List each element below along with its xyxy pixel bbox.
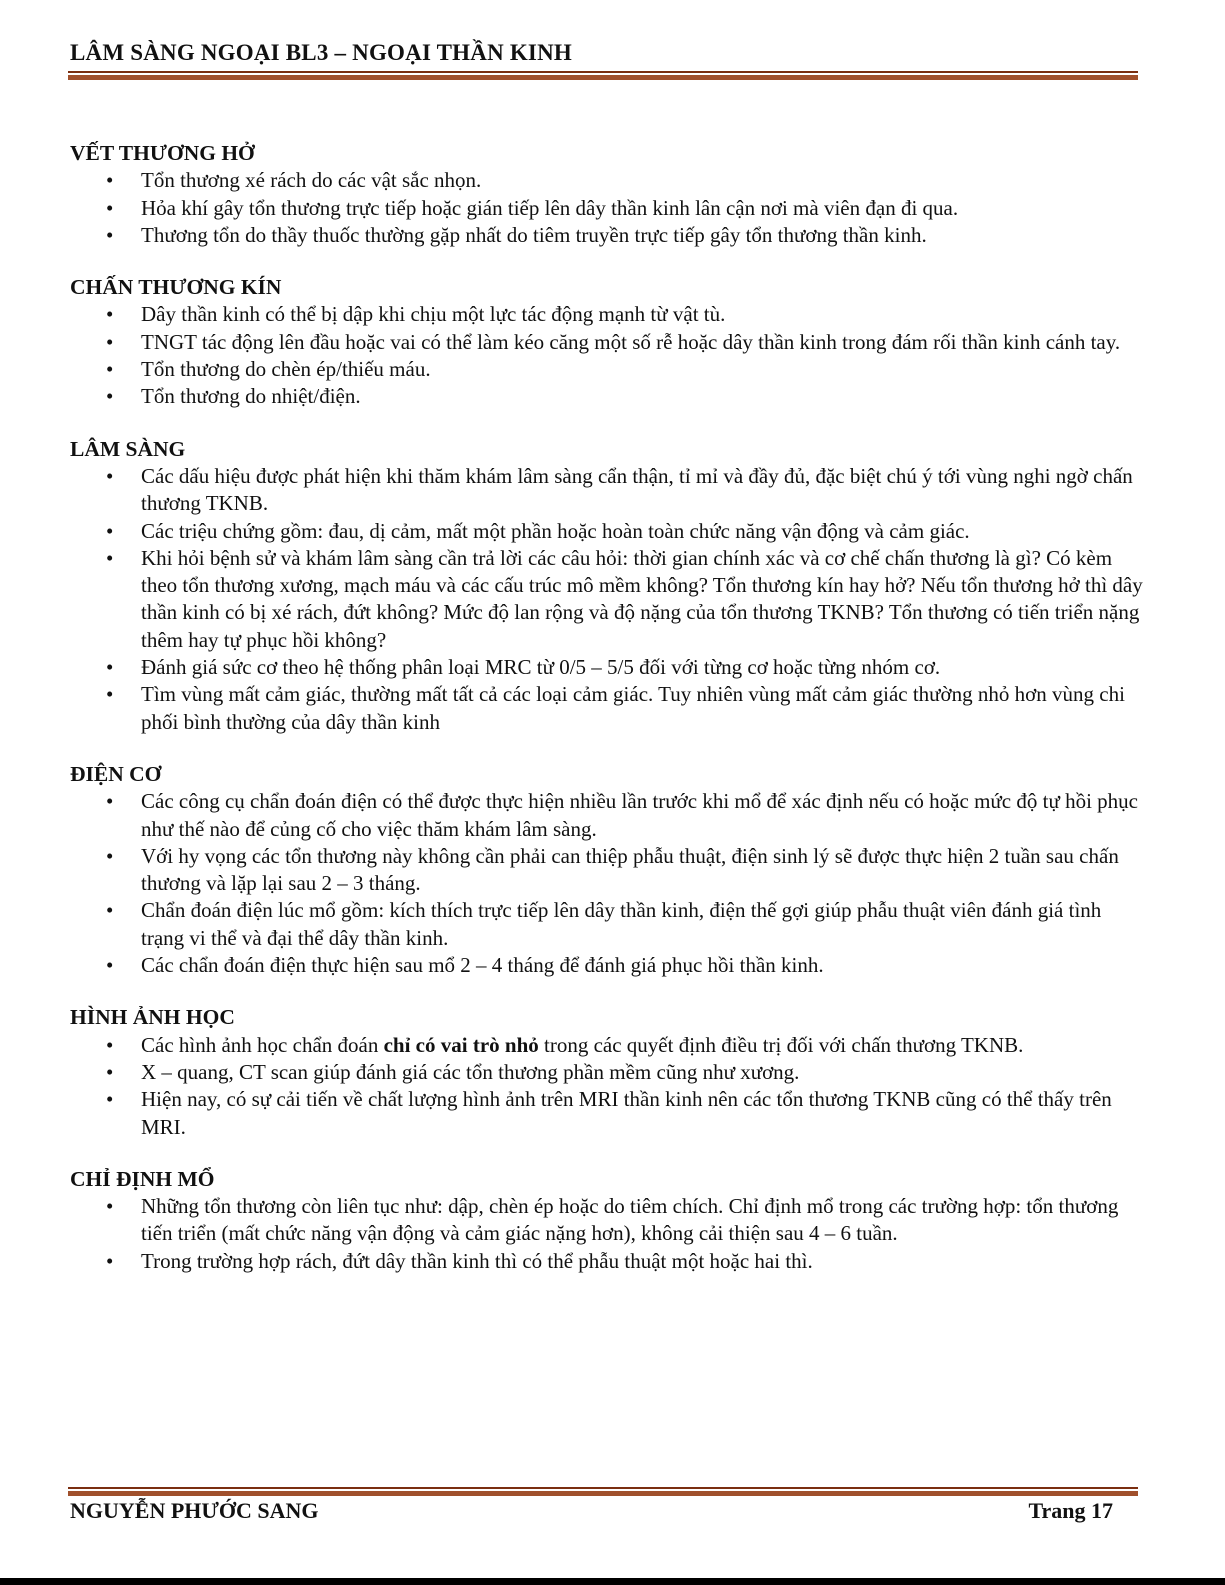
list-item: • Chẩn đoán điện lúc mổ gồm: kích thích trực tiếp lên dây thần kinh, điện thế gợi giúp phẫu thuật viên đánh giá tình trạng vi thể và đại thể dây thần kinh. — [70, 897, 1145, 952]
section-chi-dinh-mo — [70, 1166, 1145, 1275]
list-item: • Tổn thương xé rách do các vật sắc nhọn. — [70, 167, 1145, 194]
section-vet-thuong-ho — [70, 140, 1145, 249]
list-item: • Hiện nay, có sự cải tiến về chất lượng hình ảnh trên MRI thần kinh nên các tổn thương TKNB cũng có thể thấy trên MRI. — [70, 1086, 1145, 1141]
document-body — [70, 140, 1145, 1300]
header-divider — [68, 71, 1138, 80]
list-item: • Các công cụ chẩn đoán điện có thể được thực hiện nhiều lần trước khi mổ để xác định nếu có hoặc mức độ tự hồi phục như thế nào để củng cố cho việc thăm khám lâm sàng. — [70, 788, 1145, 843]
text-run: trong các quyết định điều trị đối với chấn thương TKNB. — [538, 1032, 1024, 1057]
bullet-list — [70, 167, 1145, 249]
section-title: VẾT THƯƠNG HỞ — [70, 141, 255, 165]
list-item: • Dây thần kinh có thể bị dập khi chịu một lực tác động mạnh từ vật tù. — [70, 301, 1145, 328]
section-title: LÂM SÀNG — [70, 436, 186, 461]
list-item: • Khi hỏi bệnh sử và khám lâm sàng cần trả lời các câu hỏi: thời gian chính xác và cơ chế chấn thương là gì? Có kèm theo tổn thương xương, mạch máu và các cấu trúc mô mềm không? Tổn thương kín hay hở? Nếu tổn thương hở thì dây thần kinh có bị xé rách, đứt không? Mức độ lan rộng và độ nặng của tổn thương TKNB? Tổn thương có tiến triển nặng thêm hay tự phục hồi không? — [70, 545, 1145, 654]
list-item: • Với hy vọng các tổn thương này không cần phải can thiệp phẫu thuật, điện sinh lý sẽ được thực hiện 2 tuần sau chấn thương và lặp lại sau 2 – 3 tháng. — [70, 843, 1145, 898]
list-item: • Các chẩn đoán điện thực hiện sau mổ 2 – 4 tháng để đánh giá phục hồi thần kinh. — [70, 952, 1145, 979]
list-item: • Những tổn thương còn liên tục như: dập, chèn ép hoặc do tiêm chích. Chỉ định mổ trong các trường hợp: tổn thương tiến triển (mất chức năng vận động và cảm giác nặng hơn), không cải thiện sau 4 – 6 tuần. — [70, 1193, 1145, 1248]
list-item: • Trong trường hợp rách, đứt dây thần kinh thì có thể phẫu thuật một hoặc hai thì. — [70, 1248, 1145, 1275]
text-run: Các hình ảnh học chẩn đoán — [141, 1032, 384, 1057]
bullet-list — [70, 1032, 1145, 1141]
emphasis-text: chỉ có vai trò nhỏ — [383, 1032, 539, 1057]
footer-divider — [68, 1487, 1138, 1496]
bullet-list — [70, 463, 1145, 736]
section-lam-sang — [70, 436, 1145, 736]
section-chan-thuong-kin — [70, 274, 1145, 410]
list-item: • X – quang, CT scan giúp đánh giá các tổn thương phần mềm cũng như xương. — [70, 1059, 1145, 1086]
header-title: LÂM SÀNG NGOẠI BL3 – NGOẠI THẦN KINH — [70, 40, 572, 65]
list-item: • Đánh giá sức cơ theo hệ thống phân loại MRC từ 0/5 – 5/5 đối với từng cơ hoặc từng nhóm cơ. — [70, 654, 1145, 681]
bullet-list — [70, 301, 1145, 410]
section-hinh-anh-hoc — [70, 1004, 1145, 1140]
list-item: • Các dấu hiệu được phát hiện khi thăm khám lâm sàng cẩn thận, tỉ mỉ và đầy đủ, đặc biệt chú ý tới vùng nghi ngờ chấn thương TKNB. — [70, 463, 1145, 518]
list-item: • Thương tổn do thầy thuốc thường gặp nhất do tiêm truyền trực tiếp gây tổn thương thần kinh. — [70, 222, 1145, 249]
section-title: ĐIỆN CƠ — [70, 761, 162, 786]
bullet-list — [70, 788, 1145, 979]
list-item: • Hỏa khí gây tổn thương trực tiếp hoặc gián tiếp lên dây thần kinh lân cận nơi mà viên đạn đi qua. — [70, 195, 1145, 222]
list-item: • TNGT tác động lên đầu hoặc vai có thể làm kéo căng một số rễ hoặc dây thần kinh trong đám rối thần kinh cánh tay. — [70, 329, 1145, 356]
list-item — [70, 1032, 1145, 1059]
list-item: • Tìm vùng mất cảm giác, thường mất tất cả các loại cảm giác. Tuy nhiên vùng mất cảm giác thường nhỏ hơn vùng chi phối bình thường của dây thần kinh — [70, 681, 1145, 736]
section-dien-co — [70, 761, 1145, 979]
list-item: • Tổn thương do chèn ép/thiếu máu. — [70, 356, 1145, 383]
bullet-list — [70, 1193, 1145, 1275]
section-title: HÌNH ẢNH HỌC — [70, 1005, 235, 1030]
section-title: CHẤN THƯƠNG KÍN — [70, 275, 282, 300]
list-item: • Tổn thương do nhiệt/điện. — [70, 383, 1145, 410]
footer-author: NGUYỄN PHƯỚC SANG — [70, 1498, 319, 1523]
page-edge — [0, 1578, 1225, 1585]
list-item: • Các triệu chứng gồm: đau, dị cảm, mất một phần hoặc hoàn toàn chức năng vận động và cảm giác. — [70, 518, 1145, 545]
page-number: Trang 17 — [1028, 1498, 1113, 1523]
section-title: CHỈ ĐỊNH MỔ — [70, 1166, 215, 1191]
